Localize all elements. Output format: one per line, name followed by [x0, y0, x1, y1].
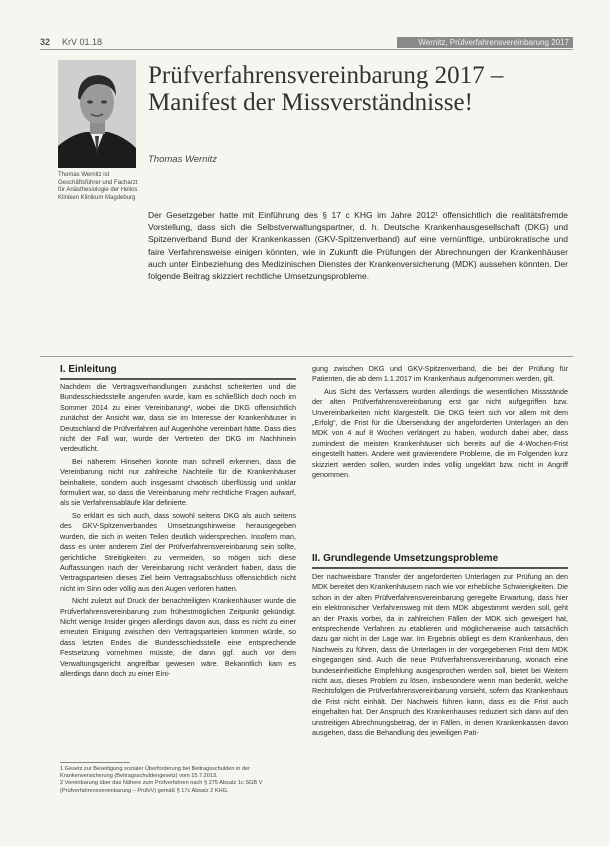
footnote: 1 Gesetz zur Beseitigung sozialer Überforderung bei Beitragsschulden in der Krankenversicherung (Beitragsschuldengesetz) vom 15.7.2013.: [60, 766, 250, 780]
body-paragraph: gung zwischen DKG und GKV-Spitzenverband, die bei der Prüfung für Patienten, die ab dem 1.1.2017 im Krankenhaus aufgenommen werden, gilt.: [312, 364, 568, 384]
author-photo: [58, 60, 136, 168]
right-column-top: [312, 364, 568, 480]
lead-divider: [40, 356, 573, 357]
header-divider: [40, 49, 573, 50]
body-paragraph: So erklärt es sich auch, dass sowohl seitens DKG als auch seitens des GKV-Spitzenverbandes Umsetzungshinweise herausgegeben wurden, die sich in weiten Teilen deutlich widersprechen. Insofern man, dass es unter anderem Ziel der Prüfverfahrensvereinbarung sein sollte, gerichtliche Streitigkeiten zu vermeiden, so mögen sich diese Auffassungen nach der Vereinbarung nicht verändert haben, dass die Vertragsparteien dieses Ziel beim Vertragsabschluss offensichtlich nicht nicht im Sinn oder völlig aus den Augen verloren hatten.: [60, 510, 296, 593]
footnotes: [60, 766, 296, 795]
body-paragraph: Nicht zuletzt auf Druck der benachteiligten Krankenhäuser wurde die Prüfverfahrensvereinbarung zum frühestmöglichen Zeitpunkt gekündigt. Nicht wenige Insider gingen allerdings davon aus, dass es nicht zu einer erneuten Einigung zwischen den Vertragsparteien kommen würde, so dass letzten Endes die Bundesschiedsstelle eine entsprechende Festsetzung vornehmen müsste, die dann ggf. auch vor dem Verwaltungsgericht angreifbar gewesen wäre. Bekanntlich kam es allerdings dann doch zu einer Eini-: [60, 596, 296, 678]
body-paragraph: Nachdem die Vertragsverhandlungen zunächst scheiterten und die Bundesschiedsstelle angerufen wurde, kam es schließlich doch noch im Sommer 2014 zu einer Vereinbarung², wobei die DKG offensichtlich zunächst der Ansicht war, dass sie im Interesse der Krankenhäuser in Deutschland die Prüfverfahren auf Augenhöhe vereinbart hätte. Dass dies nicht der Fall war, wurde der Vertreten der DKG im Nachhinein verdeutlicht.: [60, 382, 296, 454]
photo-caption: Thomas Wernitz ist Geschäftsführer und Facharzt für Anästhesiologie der Helios Kliniken Klinikum Magdeburg: [58, 172, 138, 201]
running-title: Wernitz, Prüfverfahrensvereinbarung 2017: [397, 37, 573, 48]
left-column: [60, 382, 296, 679]
body-paragraph: Bei näherem Hinsehen konnte man schnell erkennen, dass die Vereinbarung nicht nur zahlreiche Nachteile für die Krankenhäuser beinhaltete, sondern auch insgesamt chaotisch überflüssig und unklar formuliert war, so dass die Vereinbarung mehr rechtliche Fragen aufwarf, als sie Verfahrensabläufe klar definierte.: [60, 456, 296, 508]
section-heading: I. Einleitung: [60, 364, 117, 375]
title-line-1: Prüfverfahrensvereinbarung 2017 –: [148, 62, 504, 89]
body-paragraph: Aus Sicht des Verfassers wurden allerdings die wesentlichen Missstände der alten Prüfverfahrensvereinbarung erst gar nicht aufgegriffen bzw. Unvereinbarkeiten nicht klargestellt. Die DKG feiert sich vor allem mit dem „Erfolg“, die Frist für die Übersendung der angeforderten Unterlagen an den MDK von 4 auf 8 Wochen verlängert zu haben, wodurch dabei aber, dass zumindest die meisten Krankenhäuser sich bereits auf die 4-Wochen-Frist eingestellt hatten. Andere weit gravierendere Probleme, die im Folgenden kurz skizziert werden sollen, wurden indes völlig ungeklärt bzw. nicht in Angriff genommen.: [312, 386, 568, 480]
footnote-rule: [60, 762, 130, 763]
lead-paragraph: Der Gesetzgeber hatte mit Einführung des § 17 c KHG im Jahre 2012¹ offensichtlich die realitätsfremde Vorstellung, dass sich die Selbstverwaltungspartner, d. h. Deutsche Krankenhausgesellschaft (DKG) und Spitzenverband Bund der Krankenkassen (GKV-Spitzenverband) auf eine vernünftige, unbürokratische und faire Verfahrensweise einigen könnten, wie in Zukunft die Prüfungen der Abrechnungen der Krankenhäuser auch unter Einbeziehung des Medizinischen Dienstes der Krankenversicherung (MDK) aussehen könnten. Der folgende Beitrag skizziert rechtliche Umsetzungsprobleme.: [148, 210, 568, 282]
author-portrait-image: [58, 60, 136, 168]
section-2-heading-block: [312, 553, 568, 569]
page-number: 32: [40, 37, 51, 47]
body-paragraph: Der nachweisbare Transfer der angeforderten Unterlagen zur Prüfung an den MDK bereitet den Krankenhäusern nach wie vor erhebliche Schwierigkeiten. Die schon in der alten Prüfverfahrensvereinbarung geregelte Erwartung, dass hier ein elektronischer Verfahrensweg mit dem MDK abgestimmt werden soll, geht an der Praxis vorbei, da in zahlreichen Fällen der MDK sich geweigert hat, entsprechende Verfahren zu etablieren und möglicherweise auch tatsächlich dazu gar nicht in der Lage war. Im Ergebnis obliegt es dem Krankenhaus, den Nachweis zu führen, dass die Unterlagen in der vorgegebenen Frist dem MDK eingegangen sind. Auch die neue Prüfverfahrensvereinbarung, wonach eine bundeseinheitliche Empfehlung ausgesprochen werden soll, bietet bei Weitem nicht aus, dieses Problem zu lösen, insbesondere wenn man bedenkt, welche Rechtsfolgen die Prüfverfahrensvereinbarung vorsieht, sofern das Krankenhaus die Frist nicht einhält. Der Nachweis führen kann, dass es die Frist auch eingehalten hat. Der Anspruch des Krankenhauses reduziert sich dann auf den unstreitigen Abrechnungsbetrag, der in Fällen, in denen Krankenkassen davon ausgehen, dass die Behandlung des jeweiligen Pati-: [312, 572, 568, 738]
footnote: 2 Vereinbarung über das Nähere zum Prüfverfahren nach § 275 Absatz 1c SGB V (Prüfverfahrensvereinbarung – PrüfvV) gemäß § 17c Absatz 2 KHG.: [60, 780, 263, 794]
section-heading-rule: [312, 567, 568, 569]
journal-issue: KrV 01.18: [62, 37, 103, 47]
right-column-bottom: [312, 572, 568, 739]
section-heading-rule: [60, 378, 296, 380]
section-1-heading-block: [60, 364, 296, 380]
section-heading: II. Grundlegende Umsetzungsprobleme: [312, 553, 499, 564]
article-title: [148, 62, 568, 116]
author-name: Thomas Wernitz: [148, 154, 217, 165]
title-line-2: Manifest der Missverständnisse!: [148, 89, 473, 116]
